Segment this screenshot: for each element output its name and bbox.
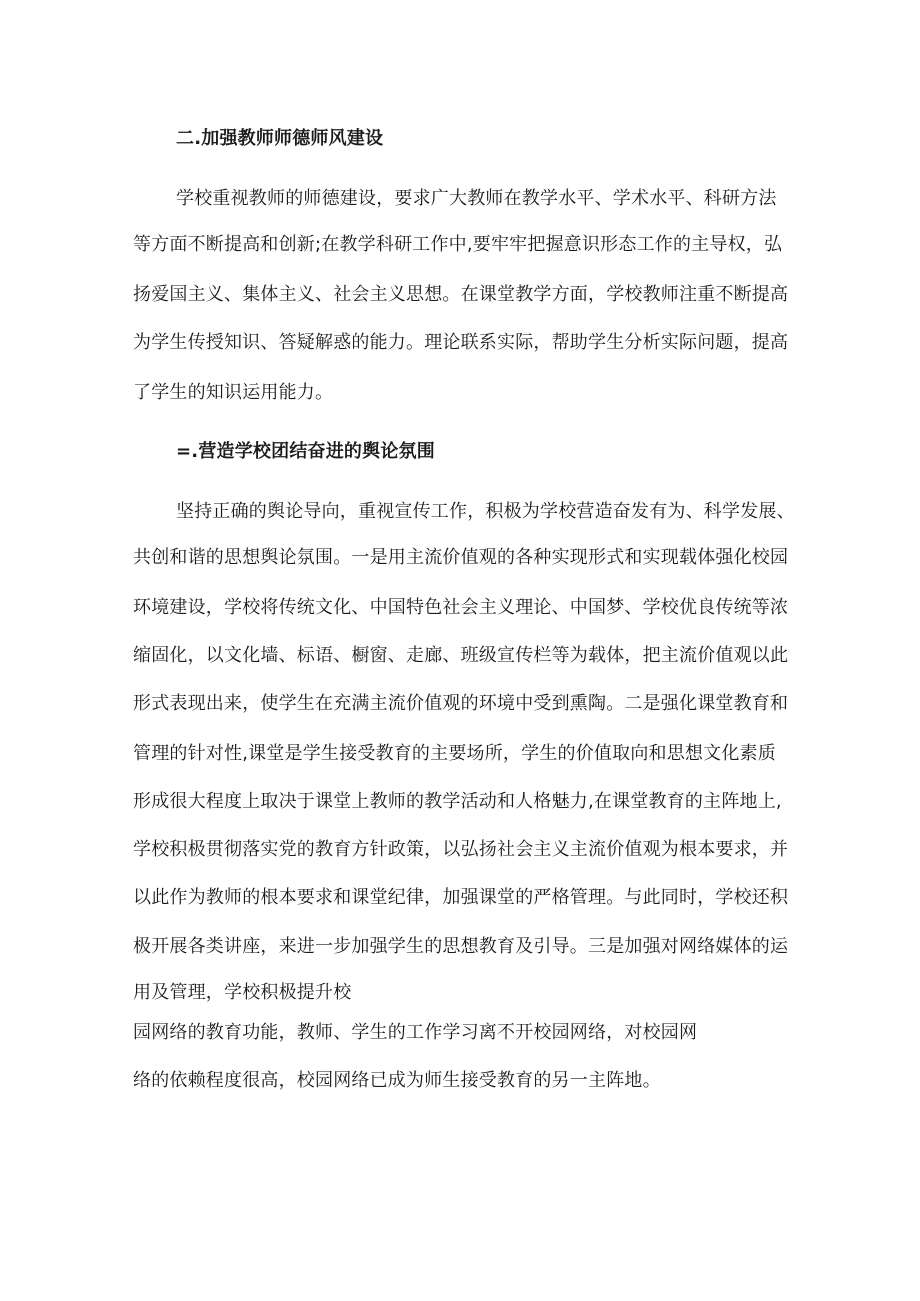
paragraph-line: 为学生传授知识、答疑解惑的能力。理论联系实际，帮助学生分析实际问题，提高 bbox=[133, 332, 789, 353]
paragraph-line: 扬爱国主义、集体主义、社会主义思想。在课堂教学方面，学校教师注重不断提高 bbox=[133, 284, 789, 305]
paragraph-line: 共创和谐的思想舆论氛围。一是用主流价值观的各种实现形式和实现载体强化校园 bbox=[133, 547, 789, 568]
paragraph-line: 坚持正确的舆论导向，重视宣传工作，积极为学校营造奋发有为、科学发展、 bbox=[176, 501, 795, 522]
paragraph-line: 环境建设，学校将传统文化、中国特色社会主义理论、中国梦、学校优良传统等浓 bbox=[133, 597, 789, 618]
paragraph-line: 了学生的知识运用能力。 bbox=[133, 382, 334, 403]
paragraph-line: 学校积极贯彻落实党的教育方针政策，以弘扬社会主义主流价值观为根本要求，并 bbox=[133, 839, 789, 860]
paragraph-line: 以此作为教师的根本要求和课堂纪律，加强课堂的严格管理。与此同时，学校还积 bbox=[133, 887, 789, 908]
paragraph-line: 络的依赖程度很高，校园网络已成为师生接受教育的另一主阵地。 bbox=[133, 1070, 661, 1091]
paragraph-line: 学校重视教师的师德建设，要求广大教师在教学水平、学术水平、科研方法 bbox=[176, 188, 777, 209]
section-heading-public-opinion: =.营造学校团结奋进的舆论氛围 bbox=[176, 441, 435, 462]
paragraph-line: 园网络的教育功能，教师、学生的工作学习离不开校园网络，对校园网 bbox=[133, 1022, 698, 1043]
section-heading-teacher-ethics: 二.加强教师师德师风建设 bbox=[176, 128, 384, 149]
paragraph-line: 形成很大程度上取决于课堂上教师的教学活动和人格魅力,在课堂教育的主阵地上, bbox=[133, 791, 782, 812]
paragraph-line: 缩固化，以文化墙、标语、橱窗、走廊、班级宣传栏等为载体，把主流价值观以此 bbox=[133, 645, 789, 666]
paragraph-line: 管理的针对性,课堂是学生接受教育的主要场所，学生的价值取向和思想文化素质 bbox=[133, 743, 776, 764]
paragraph-line: 等方面不断提高和创新;在教学科研工作中,要牢牢把握意识形态工作的主导权，弘 bbox=[133, 234, 783, 255]
paragraph-line: 极开展各类讲座，来进一步加强学生的思想教育及引导。三是加强对网络媒体的运 bbox=[133, 936, 789, 957]
paragraph-line: 用及管理，学校积极提升校 bbox=[133, 982, 352, 1003]
paragraph-line: 形式表现出来，使学生在充满主流价值观的环境中受到熏陶。二是强化课堂教育和 bbox=[133, 693, 789, 714]
